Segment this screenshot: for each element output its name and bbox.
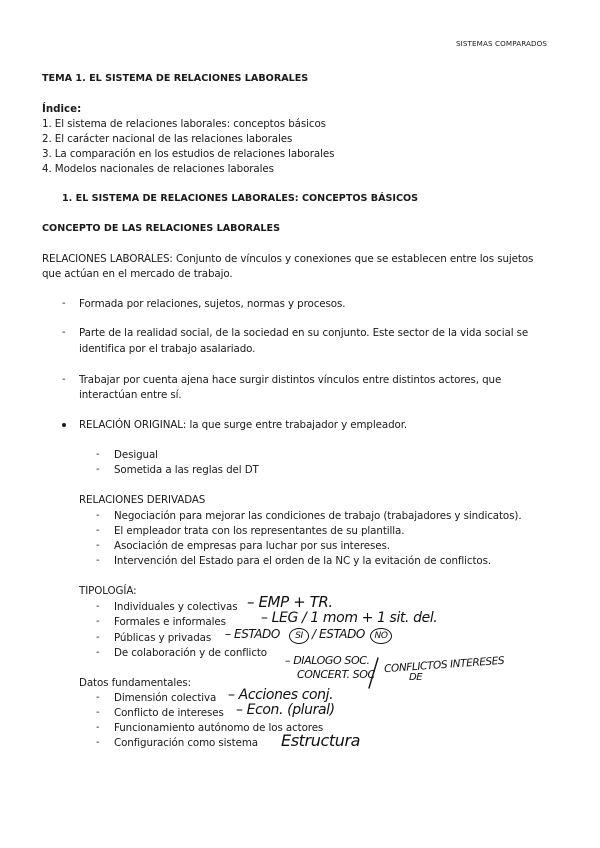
handwritten-note: – ESTADO: [225, 627, 280, 641]
point-text: Trabajar por cuenta ajena hace surgir distintos vínculos entre distintos actores, que: [79, 374, 502, 386]
dash-bullet: -: [62, 374, 66, 385]
derived-relations-label: RELACIONES DERIVADAS: [79, 494, 206, 506]
list-item: Configuración como sistema: [114, 737, 258, 749]
point-text: identifica por el trabajo asalariado.: [79, 343, 256, 355]
list-item: Conflicto de intereses: [114, 707, 224, 719]
dash-bullet: -: [96, 555, 100, 566]
list-item: Intervención del Estado para el orden de la NC y la evitación de conflictos.: [114, 555, 492, 567]
handwritten-slash: [366, 656, 380, 690]
handwritten-note: – LEG / 1 mom + 1 sit. del.: [261, 610, 438, 626]
handwritten-note: – DIALOGO SOC.: [285, 654, 370, 667]
dash-bullet: -: [96, 540, 100, 551]
point-text: interactúan entre sí.: [79, 389, 182, 401]
dash-bullet: -: [96, 449, 100, 460]
definition-line: que actúan en el mercado de trabajo.: [42, 268, 233, 280]
round-bullet: [62, 423, 66, 427]
handwritten-note: Estructura: [281, 731, 361, 750]
list-item: Asociación de empresas para luchar por sus intereses.: [114, 540, 390, 552]
fundamentals-label: Datos fundamentales:: [79, 677, 192, 689]
dash-bullet: -: [96, 616, 100, 627]
dash-bullet: -: [96, 647, 100, 658]
section-heading: 1. EL SISTEMA DE RELACIONES LABORALES: CONCEPTOS BÁSICOS: [62, 193, 419, 204]
dash-bullet: -: [62, 298, 66, 309]
point-text: Parte de la realidad social, de la sociedad en su conjunto. Este sector de la vida social se: [79, 327, 529, 339]
list-item: Públicas y privadas: [114, 632, 212, 644]
index-item: 1. El sistema de relaciones laborales: conceptos básicos: [42, 118, 326, 130]
handwritten-note: – EMP + TR.: [247, 593, 333, 611]
list-item: El empleador trata con los representantes de su plantilla.: [114, 525, 405, 537]
index-item: 3. La comparación en los estudios de relaciones laborales: [42, 148, 335, 160]
typology-label: TIPOLOGÍA:: [79, 585, 137, 597]
list-item: Funcionamiento autónomo de los actores: [114, 722, 324, 734]
handwritten-circle-note: NO: [370, 628, 392, 644]
list-item: Dimensión colectiva: [114, 692, 217, 704]
handwritten-note: CONCERT. SOC: [297, 668, 375, 681]
dash-bullet: -: [96, 707, 100, 718]
handwritten-note: CONFLICTOS INTERESES: [383, 654, 505, 676]
index-item: 2. El carácter nacional de las relaciones laborales: [42, 133, 293, 145]
list-item: Sometida a las reglas del DT: [114, 464, 259, 476]
point-text: Formada por relaciones, sujetos, normas y procesos.: [79, 298, 346, 310]
dash-bullet: -: [96, 632, 100, 643]
list-item: Formales e informales: [114, 616, 226, 628]
handwritten-note: – Econ. (plural): [236, 702, 335, 718]
dash-bullet: -: [96, 464, 100, 475]
list-item: Individuales y colectivas: [114, 601, 238, 613]
dash-bullet: -: [96, 722, 100, 733]
document-title: TEMA 1. EL SISTEMA DE RELACIONES LABORALES: [42, 73, 309, 84]
handwritten-note: DE: [409, 672, 423, 683]
list-item: Desigual: [114, 449, 158, 461]
definition-line: RELACIONES LABORALES: Conjunto de vínculos y conexiones que se establecen entre los sujetos: [42, 253, 534, 265]
dash-bullet: -: [96, 601, 100, 612]
dash-bullet: -: [96, 737, 100, 748]
dash-bullet: -: [96, 692, 100, 703]
list-item: De colaboración y de conflicto: [114, 647, 268, 659]
handwritten-note: / ESTADO: [312, 627, 365, 641]
index-heading: Índice:: [42, 103, 82, 115]
dash-bullet: -: [96, 510, 100, 521]
running-header: SISTEMAS COMPARADOS: [456, 39, 548, 48]
subsection-heading: CONCEPTO DE LAS RELACIONES LABORALES: [42, 223, 281, 234]
handwritten-circle-note: SI: [289, 628, 309, 644]
dash-bullet: -: [62, 327, 66, 338]
list-item: Negociación para mejorar las condiciones de trabajo (trabajadores y sindicatos).: [114, 510, 522, 522]
original-relation: RELACIÓN ORIGINAL: la que surge entre trabajador y empleador.: [79, 419, 408, 431]
handwritten-note: – Acciones conj.: [228, 687, 334, 703]
dash-bullet: -: [96, 525, 100, 536]
index-item: 4. Modelos nacionales de relaciones laborales: [42, 163, 274, 175]
